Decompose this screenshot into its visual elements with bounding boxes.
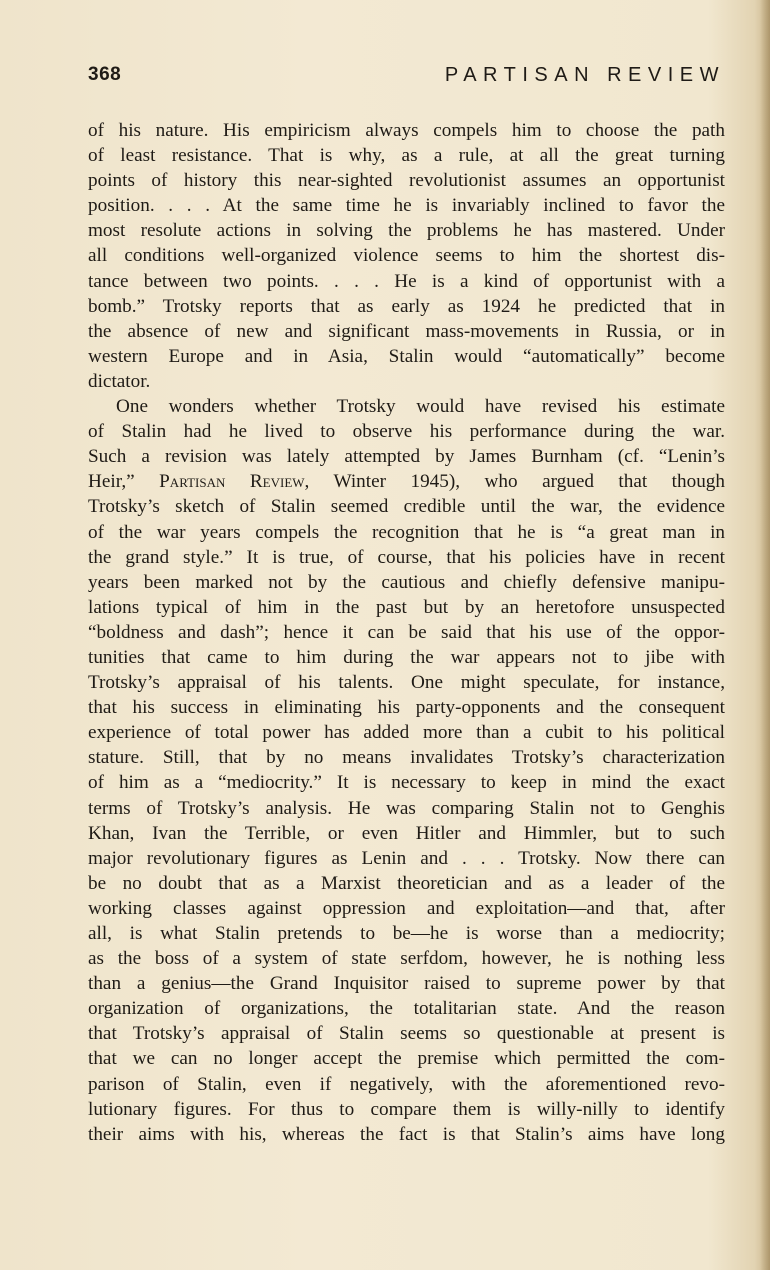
text-line: working classes against oppression and exploitation—and that, after xyxy=(88,897,725,919)
text-line: major revolutionary figures as Lenin and . . . Trotsky. Now there can xyxy=(88,847,725,869)
page-header xyxy=(88,62,725,92)
text-line: western Europe and in Asia, Stalin would “automatically” become xyxy=(88,345,725,367)
text-line: Such a revision was lately attempted by James Burnham (cf. “Lenin’s xyxy=(88,446,725,468)
text-line: most resolute actions in solving the problems he has mastered. Under xyxy=(88,220,725,242)
text-line: of the war years compels the recognition that he is “a great man in xyxy=(88,521,725,543)
text-line: the absence of new and significant mass-movements in Russia, or in xyxy=(88,320,725,342)
text-line: position. . . . At the same time he is invariably inclined to favor the xyxy=(88,195,725,217)
text-line: experience of total power has added more than a cubit to his political xyxy=(88,722,725,744)
page-number: 368 xyxy=(88,64,122,85)
text-line: lutionary figures. For thus to compare them is willy-nilly to identify xyxy=(88,1098,725,1120)
text-line: dictator. xyxy=(88,370,151,392)
text-line: that Trotsky’s appraisal of Stalin seems so questionable at present is xyxy=(88,1023,725,1045)
text-line xyxy=(88,469,725,494)
text-line: Trotsky’s sketch of Stalin seemed credible until the war, the evidence xyxy=(88,496,725,518)
text-line: years been marked not by the cautious and chiefly defensive manipu- xyxy=(88,571,725,593)
text-line: “boldness and dash”; hence it can be said that his use of the oppor- xyxy=(88,621,725,643)
text-line: of Stalin had he lived to observe his performance during the war. xyxy=(88,421,725,443)
text-line: One wonders whether Trotsky would have revised his estimate xyxy=(116,396,725,418)
text-line: that we can no longer accept the premise which permitted the com- xyxy=(88,1048,725,1070)
text-line: of him as a “mediocrity.” It is necessary to keep in mind the exact xyxy=(88,772,725,794)
text-line: as the boss of a system of state serfdom, however, he is nothing less xyxy=(88,948,725,970)
text-line: organization of organizations, the totalitarian state. And the reason xyxy=(88,998,725,1020)
text-line: terms of Trotsky’s analysis. He was comparing Stalin not to Genghis xyxy=(88,797,725,819)
text-line: points of history this near-sighted revolutionist assumes an opportunist xyxy=(88,170,725,192)
text-line: all, is what Stalin pretends to be—he is worse than a mediocrity; xyxy=(88,923,725,944)
body-text xyxy=(88,118,725,1147)
text-line: Trotsky’s appraisal of his talents. One might speculate, for instance, xyxy=(88,672,725,694)
text-line: be no doubt that as a Marxist theoretician and as a leader of the xyxy=(88,872,725,894)
text-line: tance between two points. . . . He is a kind of opportunist with a xyxy=(88,270,725,292)
text-line: that his success in eliminating his party-opponents and the consequent xyxy=(88,697,725,719)
text-line: bomb.” Trotsky reports that as early as 1924 he predicted that in xyxy=(88,295,725,317)
text-line: Khan, Ivan the Terrible, or even Hitler and Himmler, but to such xyxy=(88,822,725,844)
text-line: lations typical of him in the past but by an heretofore unsuspected xyxy=(88,596,725,618)
text-line: the grand style.” It is true, of course, that his policies have in recent xyxy=(88,546,725,568)
text-line: than a genius—the Grand Inquisitor raised to supreme power by that xyxy=(88,973,725,995)
text-line: of least resistance. That is why, as a rule, at all the great turning xyxy=(88,145,725,167)
text-line: of his nature. His empiricism always compels him to choose the path xyxy=(88,120,725,141)
journal-title: Partisan Review xyxy=(159,471,305,493)
page-edge-shadow xyxy=(760,0,770,1270)
text-line: parison of Stalin, even if negatively, with the aforementioned revo- xyxy=(88,1073,725,1095)
text-line: stature. Still, that by no means invalidates Trotsky’s characterization xyxy=(88,747,725,769)
running-head: PARTISAN REVIEW xyxy=(444,64,725,86)
text-line: all conditions well-organized violence seems to him the shortest dis- xyxy=(88,245,725,267)
text-segment: Heir,” xyxy=(88,471,160,493)
text-segment: , Winter 1945), who argued that though xyxy=(304,471,725,493)
text-line: their aims with his, whereas the fact is that Stalin’s aims have long xyxy=(88,1123,725,1145)
text-line: tunities that came to him during the war appears not to jibe with xyxy=(88,646,725,668)
